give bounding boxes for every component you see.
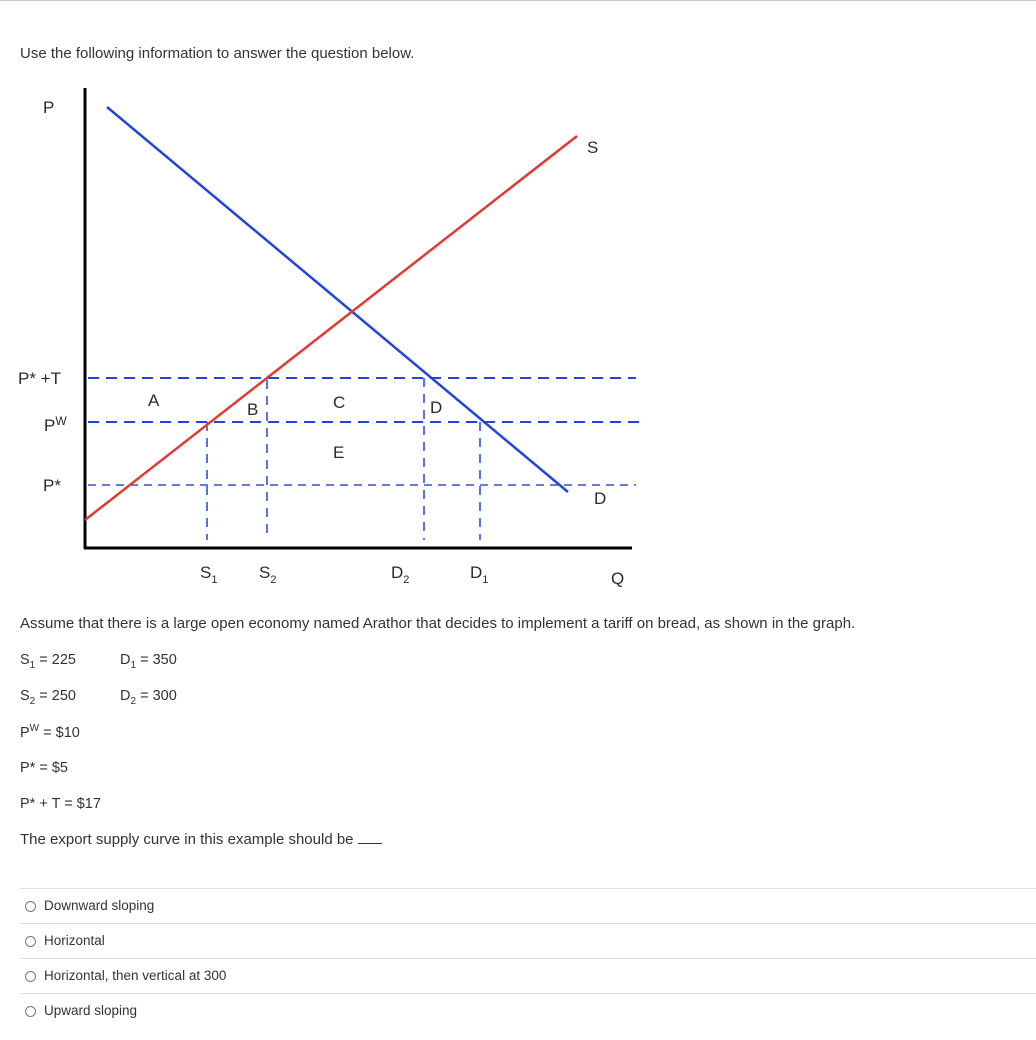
given-d2: $D_2 = 300$	[120, 688, 177, 707]
area-label-c: C	[333, 393, 346, 412]
option-downward-sloping[interactable]	[20, 888, 1036, 923]
option-horizontal[interactable]	[20, 923, 1036, 958]
question-text: The export supply curve in this example should be	[20, 831, 382, 848]
y-axis-label: P	[43, 98, 55, 117]
given-pw: $P^W$ = $10	[20, 723, 80, 741]
intro-text: Use the following information to answer the question below.	[20, 45, 415, 62]
quantity-label-s2: $S_2$	[259, 563, 277, 586]
price-label-p-star-t: P* +T	[18, 369, 61, 388]
given-p-star: P* = $5	[20, 760, 68, 776]
option-label: Horizontal, then vertical at 300	[44, 968, 227, 983]
answer-blank	[358, 833, 382, 844]
demand-curve-label: D	[594, 489, 607, 508]
given-d1: $D_1 = 350$	[120, 652, 177, 671]
tariff-graph	[0, 80, 660, 600]
radio-button[interactable]	[25, 901, 36, 912]
quantity-label-s1: $S_1$	[200, 563, 218, 586]
quantity-label-d1: $D_1$	[470, 563, 489, 586]
given-p-star-t: P* + T = $17	[20, 796, 101, 812]
radio-button[interactable]	[25, 936, 36, 947]
supply-curve	[85, 136, 577, 520]
quantity-label-d2: $D_2$	[391, 563, 410, 586]
assumption-text: Assume that there is a large open economy named Arathor that decides to implement a tariff on bread, as shown in the graph.	[20, 615, 856, 632]
option-horizontal-then-vertical[interactable]	[20, 958, 1036, 993]
x-axis-label: Q	[611, 569, 625, 588]
radio-button[interactable]	[25, 1006, 36, 1017]
demand-curve	[107, 107, 568, 492]
area-label-d: D	[430, 398, 443, 417]
option-label: Downward sloping	[44, 898, 155, 913]
radio-button[interactable]	[25, 971, 36, 982]
area-label-a: A	[148, 391, 160, 410]
option-label: Upward sloping	[44, 1003, 138, 1018]
top-divider	[0, 0, 1036, 1]
given-s1: $S_1 = 225$	[20, 652, 76, 671]
price-label-p-star: P*	[43, 476, 61, 495]
price-label-pw: $P^W$	[44, 414, 67, 435]
supply-curve-label: S	[587, 138, 599, 157]
option-label: Horizontal	[44, 933, 105, 948]
option-upward-sloping[interactable]	[20, 993, 1036, 1028]
given-s2: $S_2 = 250$	[20, 688, 76, 707]
area-label-b: B	[247, 400, 259, 419]
area-label-e: E	[333, 443, 345, 462]
